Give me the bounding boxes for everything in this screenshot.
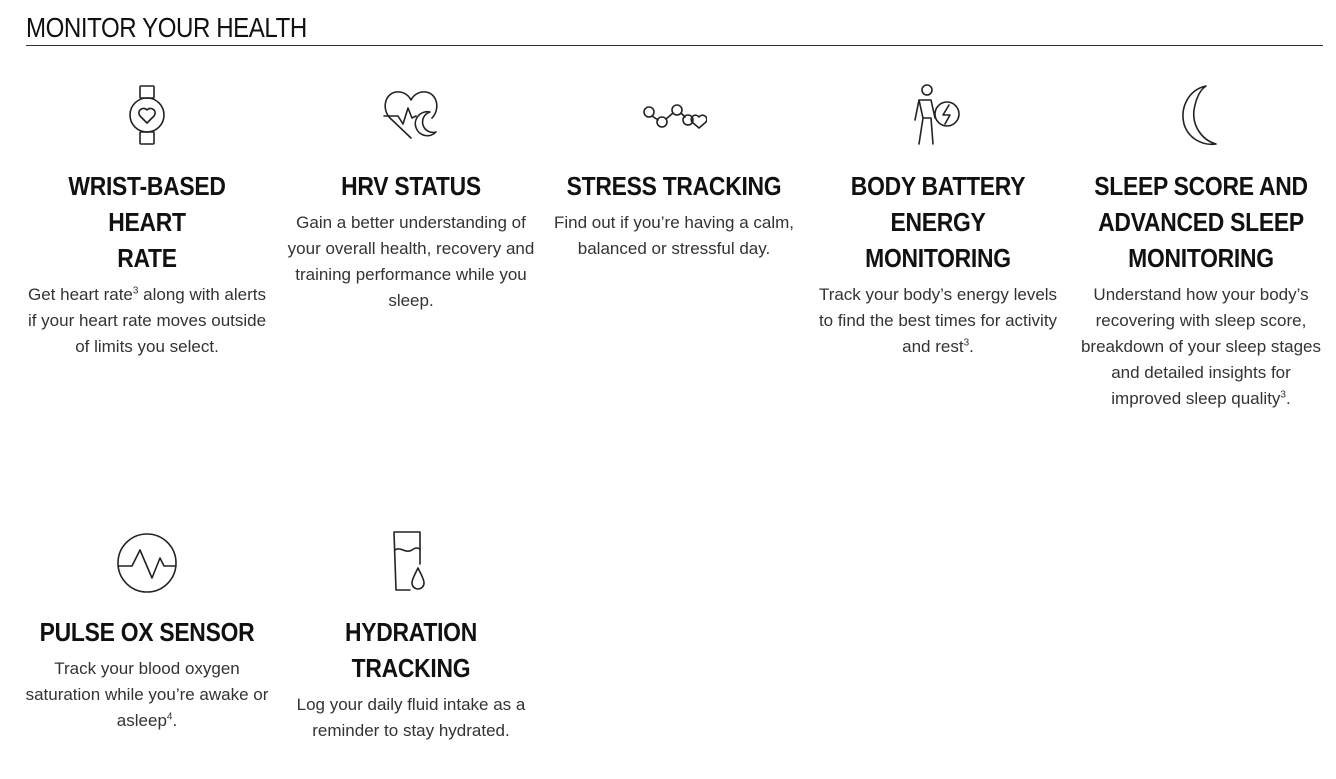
feature-wrist-heart-rate <box>22 82 272 360</box>
feature-description: Understand how your body’s recovering with sleep score, breakdown of your sleep stages and detailed insights for improved sleep quality$^3$. <box>1080 285 1322 408</box>
hrv-heart-moon-icon <box>378 82 444 148</box>
feature-title: HYDRATION TRACKING <box>345 617 477 683</box>
watch-heart-icon <box>114 82 180 148</box>
title-divider <box>26 45 1323 46</box>
feature-title: WRIST-BASED HEART RATE <box>68 171 226 273</box>
feature-description: Track your body’s energy levels to find the best times for activity and rest$^3$. <box>818 285 1058 356</box>
section-title: MONITOR YOUR HEALTH <box>26 12 307 43</box>
feature-title: PULSE OX SENSOR <box>39 617 255 647</box>
feature-title: BODY BATTERY ENERGY MONITORING <box>850 171 1026 273</box>
feature-description: Gain a better understanding of your overall health, recovery and training performance while you sleep. <box>287 213 535 310</box>
feature-stress-tracking <box>549 82 799 262</box>
feature-description: Get heart rate$^3$ along with alerts if your heart rate moves outside of limits you select. <box>27 285 267 356</box>
body-battery-person-icon <box>905 82 971 148</box>
feature-sleep-score <box>1076 82 1326 412</box>
feature-hydration <box>286 528 536 744</box>
feature-body-battery <box>813 82 1063 360</box>
feature-description: Track your blood oxygen saturation while you’re awake or asleep$^4$. <box>25 659 269 730</box>
pulse-ox-circle-icon <box>114 528 180 594</box>
feature-title: STRESS TRACKING <box>566 171 782 201</box>
hydration-glass-drop-icon <box>378 528 444 594</box>
feature-title: HRV STATUS <box>341 171 481 201</box>
stress-circles-heart-icon <box>641 82 707 148</box>
crescent-moon-icon <box>1168 82 1234 148</box>
feature-description: Log your daily fluid intake as a reminder to stay hydrated. <box>296 695 526 740</box>
feature-title: SLEEP SCORE AND ADVANCED SLEEP MONITORING <box>1094 171 1308 273</box>
feature-hrv-status <box>286 82 536 314</box>
feature-description: Find out if you’re having a calm, balanced or stressful day. <box>553 213 794 258</box>
feature-pulse-ox <box>22 528 272 734</box>
